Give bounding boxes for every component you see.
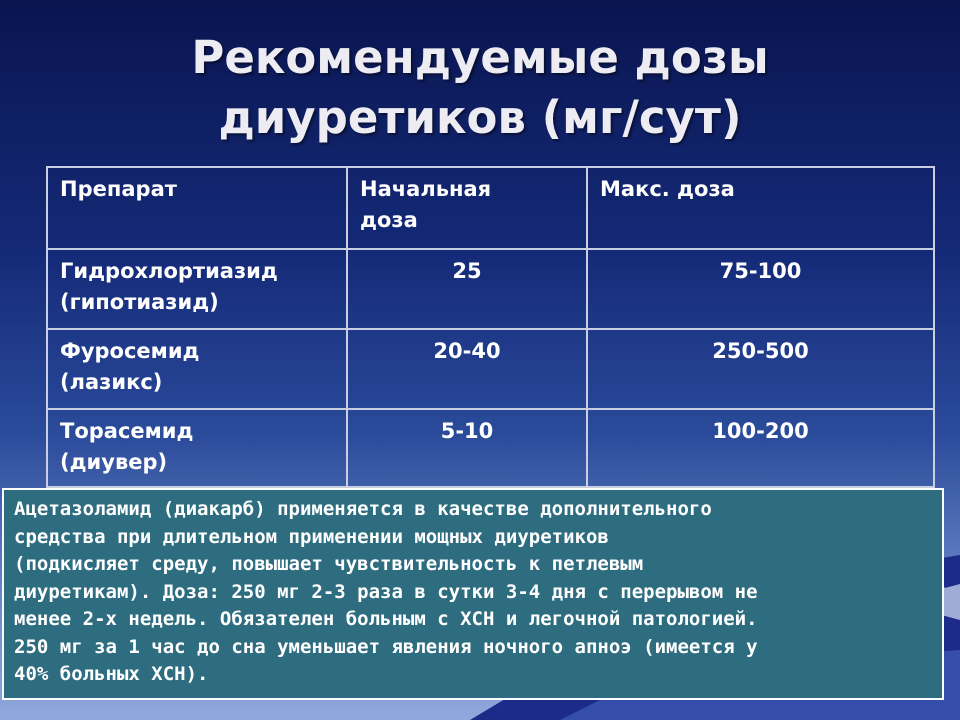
drug-name: Гидрохлортиазид xyxy=(60,259,278,283)
max-dose-cell: 100-200 xyxy=(587,409,934,487)
drug-trade-name: (лазикс) xyxy=(60,370,163,394)
diuretics-dose-table xyxy=(46,166,935,488)
header-start-dose xyxy=(347,167,587,249)
drug-cell xyxy=(47,409,347,487)
drug-trade-name: (гипотиазид) xyxy=(60,290,219,314)
note-line: Ацетазоламид (диакарб) применяется в качестве дополнительного xyxy=(14,498,712,520)
drug-name: Торасемид xyxy=(60,419,194,443)
max-dose-cell: 250-500 xyxy=(587,329,934,409)
title-line-2: диуретиков (мг/сут) xyxy=(218,91,742,144)
start-dose-cell: 5-10 xyxy=(347,409,587,487)
note-line: менее 2-х недель. Обязателен больным с ХСН и легочной патологией. xyxy=(14,608,758,630)
drug-cell xyxy=(47,329,347,409)
table-header-row xyxy=(47,167,934,249)
note-line: диуретикам). Доза: 250 мг 2-3 раза в сутки 3-4 дня с перерывом не xyxy=(14,580,758,603)
table-row xyxy=(47,409,934,487)
max-dose-cell: 75-100 xyxy=(587,249,934,329)
table-row xyxy=(47,329,934,409)
drug-cell xyxy=(47,249,347,329)
start-dose-cell: 20-40 xyxy=(347,329,587,409)
note-line: средства при длительном применении мощных диуретиков xyxy=(14,525,609,548)
header-start-dose-line-2: доза xyxy=(360,208,418,232)
start-dose-cell: 25 xyxy=(347,249,587,329)
header-start-dose-line-1: Начальная xyxy=(360,177,492,201)
note-line: (подкисляет среду, повышает чувствительность к петлевым xyxy=(14,553,644,575)
page-title xyxy=(0,28,960,148)
note-line: 250 мг за 1 час до сна уменьшает явления ночного апноэ (имеется у xyxy=(14,635,758,658)
header-drug xyxy=(47,167,347,249)
header-drug-label: Препарат xyxy=(60,177,177,201)
drug-trade-name: (диувер) xyxy=(60,450,168,474)
header-max-dose xyxy=(587,167,934,249)
title-line-1: Рекомендуемые дозы xyxy=(191,31,769,84)
table-row xyxy=(47,249,934,329)
note-line: 40% больных ХСН). xyxy=(14,663,209,685)
drug-name: Фуросемид xyxy=(60,339,200,363)
header-max-dose-label: Макс. доза xyxy=(600,177,735,201)
acetazolamide-note-box xyxy=(2,488,944,700)
